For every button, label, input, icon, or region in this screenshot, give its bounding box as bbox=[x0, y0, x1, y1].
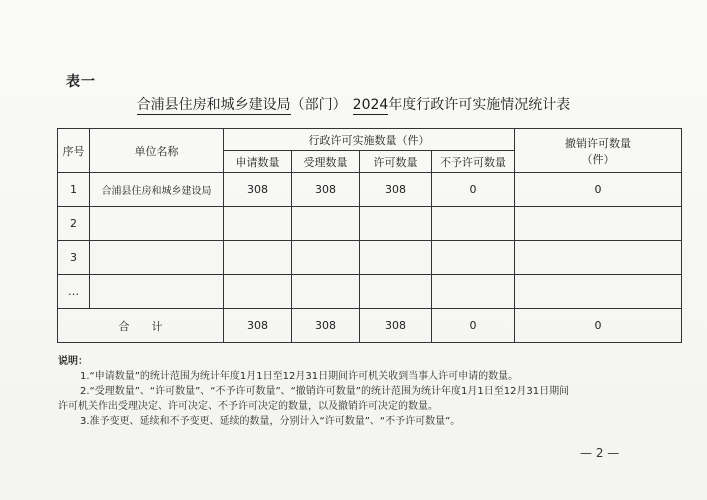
total-label: 合 计 bbox=[58, 309, 224, 343]
note-2-line-2: 许可机关作出受理决定、许可决定、不予许可决定的数量，以及撤销许可决定的数量。 bbox=[58, 401, 438, 412]
cell-seq: 2 bbox=[58, 207, 90, 241]
cell-revoke: 0 bbox=[515, 173, 682, 207]
title-year: 2024 bbox=[352, 97, 389, 113]
cell-unit bbox=[90, 207, 224, 241]
title-department-name: 合浦县住房和城乡建设局 bbox=[136, 97, 291, 113]
header-unit-name: 单位名称 bbox=[90, 129, 224, 173]
total-revoke: 0 bbox=[515, 309, 682, 343]
notes-label: 说明： bbox=[58, 356, 88, 367]
header-revoke bbox=[515, 129, 682, 173]
cell-accept bbox=[292, 241, 360, 275]
cell-apply: 308 bbox=[224, 173, 292, 207]
cell-deny bbox=[432, 275, 515, 309]
total-permit: 308 bbox=[360, 309, 432, 343]
cell-permit bbox=[360, 241, 432, 275]
table-row bbox=[58, 275, 682, 309]
cell-seq: … bbox=[58, 275, 90, 309]
note-2-line-1: 2.“受理数量”、“许可数量”、“不予许可数量”、“撤销许可数量”的统计范围为统计年度1月1日至12月31日期间 bbox=[80, 386, 570, 397]
note-1: 1.“申请数量”的统计范围为统计年度1月1日至12月31日期间许可机关收到当事人许可申请的数量。 bbox=[80, 371, 519, 382]
table-label: 表一 bbox=[66, 74, 96, 90]
header-permit: 许可数量 bbox=[360, 151, 432, 173]
statistics-table bbox=[57, 128, 682, 343]
header-seq: 序号 bbox=[58, 129, 90, 173]
total-deny: 0 bbox=[432, 309, 515, 343]
cell-seq: 1 bbox=[58, 173, 90, 207]
cell-unit bbox=[90, 241, 224, 275]
cell-apply bbox=[224, 275, 292, 309]
cell-permit: 308 bbox=[360, 173, 432, 207]
page-number: — 2 — bbox=[580, 446, 620, 460]
cell-permit bbox=[360, 275, 432, 309]
cell-revoke bbox=[515, 241, 682, 275]
cell-deny bbox=[432, 241, 515, 275]
header-revoke-unit: （件） bbox=[581, 152, 615, 166]
table-row bbox=[58, 207, 682, 241]
cell-revoke bbox=[515, 207, 682, 241]
cell-revoke bbox=[515, 275, 682, 309]
cell-seq: 3 bbox=[58, 241, 90, 275]
header-apply: 申请数量 bbox=[224, 151, 292, 173]
notes-section bbox=[58, 354, 688, 429]
cell-accept bbox=[292, 207, 360, 241]
cell-deny bbox=[432, 207, 515, 241]
table-header-row bbox=[58, 129, 682, 151]
cell-apply bbox=[224, 241, 292, 275]
cell-unit: 合浦县住房和城乡建设局 bbox=[90, 173, 224, 207]
title-department-suffix: （部门） bbox=[290, 97, 347, 113]
total-accept: 308 bbox=[292, 309, 360, 343]
header-revoke-label: 撤销许可数量 bbox=[565, 136, 631, 150]
total-apply: 308 bbox=[224, 309, 292, 343]
cell-unit bbox=[90, 275, 224, 309]
note-3: 3.准予变更、延续和不予变更、延续的数量，分别计入“许可数量”、“不予许可数量”。 bbox=[80, 416, 461, 427]
header-accept: 受理数量 bbox=[292, 151, 360, 173]
table-total-row bbox=[58, 309, 682, 343]
table-row bbox=[58, 173, 682, 207]
cell-deny: 0 bbox=[432, 173, 515, 207]
table-row bbox=[58, 241, 682, 275]
cell-accept bbox=[292, 275, 360, 309]
header-implementation-group: 行政许可实施数量（件） bbox=[224, 129, 515, 151]
header-deny: 不予许可数量 bbox=[432, 151, 515, 173]
cell-apply bbox=[224, 207, 292, 241]
document-title bbox=[0, 94, 707, 114]
cell-permit bbox=[360, 207, 432, 241]
cell-accept: 308 bbox=[292, 173, 360, 207]
title-caption: 年度行政许可实施情况统计表 bbox=[388, 97, 571, 113]
